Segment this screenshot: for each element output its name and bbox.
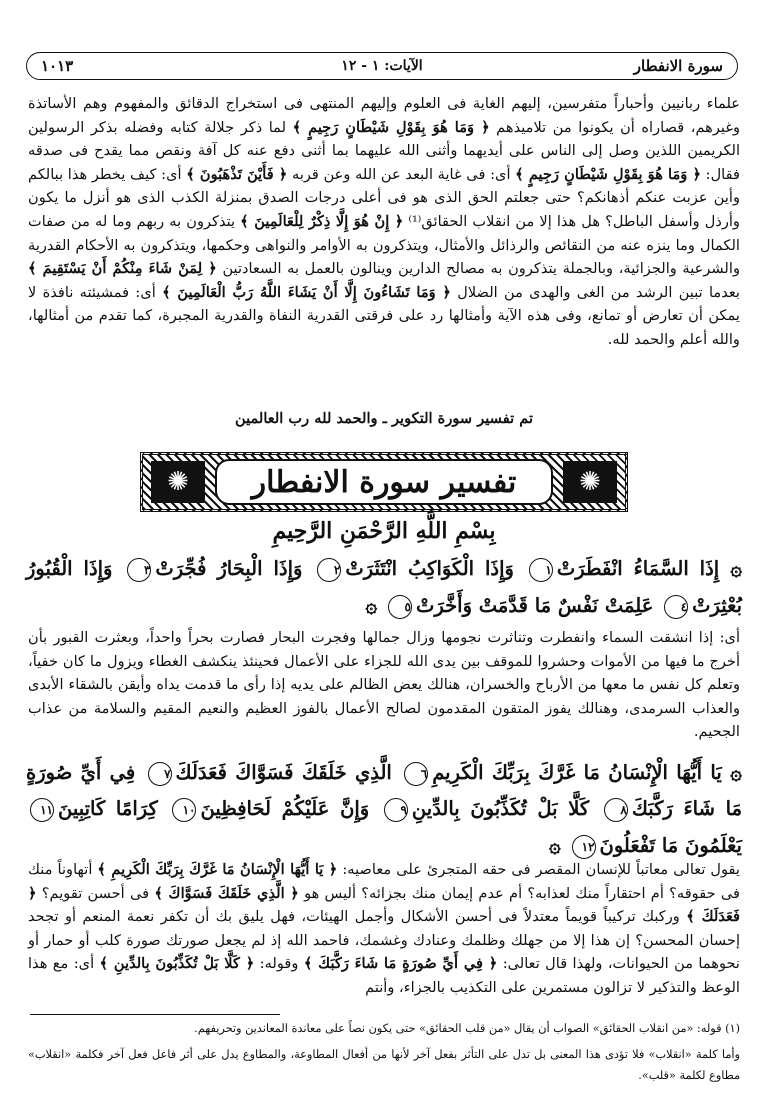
verse-number: ٦ (404, 762, 428, 786)
quran-quote: ﴿ وَمَا هُوَ بِقَوْلِ شَيْطَانٍ رَجِيمٍ ﴾ (292, 118, 490, 136)
verse-text: الَّذِي خَلَقَكَ فَسَوَّاكَ فَعَدَلَكَ (175, 761, 392, 784)
text-run: يتذكرون به ربهم وما له من صفات الكمال وما ينزه عنه من النقائص والرذائل والأمثال، ويتذكرون به الأوامر والنواهى وحكمها، ويتذكرون به الأحكام القدرية والشرعية والجزائية، وبالجملة يتذكرون به مصالح الدارين وينالون بالعمل به السعادتين (28, 212, 740, 278)
intro-paragraph (28, 92, 740, 352)
verse-ornament-icon: ۞ (365, 593, 378, 617)
quran-quote: ﴿ وَمَا هُوَ بِقَوْلِ شَيْطَانٍ رَجِيمٍ ﴾ (515, 165, 701, 183)
surah-title: تفسير سورة الانفطار (215, 459, 553, 505)
verse-number: ١٠ (172, 798, 196, 822)
verse-text: كَلَّا بَلْ تُكَذِّبُونَ بِالدِّينِ (411, 797, 590, 820)
verse-text: فِي أَيِّ صُورَةٍ مَا شَاءَ رَكَّبَكَ (26, 761, 743, 820)
verse-number: ١٢ (572, 835, 596, 859)
text-run: أتهاوناً منك فى حقوقه؟ أم احتقاراً منك لعذابه؟ أم عدم إيمان منك بجزائه؟ أليس هو (28, 861, 740, 902)
ornament-icon: ✺ (151, 461, 205, 503)
verse-number: ٣ (127, 558, 151, 582)
ornament-icon: ✺ (563, 461, 617, 503)
verse-text: وَإِذَا الْكَوَاكِبُ انْتَثَرَتْ (345, 557, 514, 580)
surah-name: سورة الانفطار (633, 57, 723, 75)
verses-range: الآيات: ١ - ١٢ (341, 58, 423, 74)
verse-text: كِرَامًا كَاتِبِينَ (58, 797, 158, 820)
text-run: أى: فمشيئته نافذة لا يمكن أن تعارض أو تمانع، وفى هذه الآية وأمثالها رد على فرقتى القدرية النفاة والقدرية المجبرة، كما تقدم من أمثالها، والله أعلم والحمد لله. (28, 283, 740, 348)
verse-number: ١١ (30, 798, 54, 822)
verse-ornament-icon: ۞ (719, 556, 743, 580)
text-run: يقول تعالى معاتباً للإنسان المقصر فى حقه المتجرئ على معاصيه: (337, 861, 740, 878)
quran-quote: ﴿ إِنْ هُوَ إِلَّا ذِكْرٌ لِلْعَالَمِينَ ﴾ (240, 212, 404, 230)
verse-ornament-icon: ۞ (549, 833, 561, 857)
quran-quote: ﴿ وَمَا تَشَاءُونَ إِلَّا أَنْ يَشَاءَ اللَّهُ رَبُّ الْعَالَمِينَ ﴾ (162, 283, 451, 301)
quran-quote: ﴿ لِمَنْ شَاءَ مِنْكُمْ أَنْ يَسْتَقِيمَ ﴾ (28, 260, 217, 278)
text-run: لما ذكر جلالة كتابه وفضله بذكر الرسولين الكريمين اللذين وصل إلى الناس على أيديهما وأثنى الله عليهما بما أثنى دفع عنه كل آفة ونقص مما يقدح فى صدقه فقال: (28, 118, 740, 183)
text-run: أى: مع هذا الوعظ والتذكير لا تزالون مستمرين على التكذيب بالجزاء، وأنتم (28, 955, 740, 996)
verse-number: ١ (529, 558, 553, 582)
text-run: وركبك تركيباً قويماً معتدلاً فى أحسن الأشكال وأجمل الهيئات، فهل يليق بك أن تكفر نعمة المنعم أو تجحد إحسان المحسن؟ إن هذا إلا من جهلك وظلمك وعنادك وغشمك، فاحمد الله إذ لم يجعل صورتك صورة كلب أو حمار أو نحوهما من الحيوانات، ولهذا قال تعالى: (28, 908, 740, 973)
text-run: بعدما تبين الرشد من الغى والهدى من الضلال (450, 283, 740, 301)
footnote-2: وأما كلمة «انقلاب» فلا تؤدى هذا المعنى بل تدل على التأثر بفعل آخر لأنها من أفعال المطاوعة، والمطاوع يدل على أثر فاعل فعل آخر فكلمة «انقلاب» مطاوع لكلمة «قلب». (28, 1048, 740, 1082)
verse-text: عَلِمَتْ نَفْسٌ مَا قَدَّمَتْ وَأَخَّرَتْ (415, 594, 654, 617)
text-run: أى: فى غاية البعد عن الله وعن قربه (287, 165, 516, 183)
basmala: بِسْمِ اللَّهِ الرَّحْمَنِ الرَّحِيمِ (272, 518, 496, 544)
verse-text: وَإِذَا الْقُبُورُ بُعْثِرَتْ (26, 557, 742, 617)
verse-text: وَإِذَا الْبِحَارُ فُجِّرَتْ (155, 557, 303, 580)
verse-text: إِذَا السَّمَاءُ انْفَطَرَتْ (556, 557, 720, 580)
text-run: وقوله: (254, 955, 304, 973)
verse-text: يَعْلَمُونَ مَا تَفْعَلُونَ (599, 834, 742, 857)
footnote-1: (١) قوله: «من انقلاب الحقائق» الصواب أن يقال «من قلب الحقائق» حتى يكون نصاً على معاندة المعاندين وتحريفهم. (194, 1022, 740, 1035)
footnote-divider (30, 1014, 280, 1015)
page-header (26, 52, 738, 80)
verse-text: وَإِنَّ عَلَيْكُمْ لَحَافِظِينَ (200, 797, 370, 820)
verse-number: ٢ (317, 558, 341, 582)
verse-text: يَا أَيُّهَا الْإِنْسَانُ مَا غَرَّكَ بِرَبِّكَ الْكَرِيمِ (432, 761, 722, 784)
text-run: علماء ربانيين وأحباراً متفرسين، إليهم الغاية فى العلوم وإليهم المنتهى فى استخراج الدقائق والمفهوم وهم الأساتذة وغيرهم، قصاراه أن يكونوا من تلاميذهم (28, 95, 740, 136)
quran-quote: ﴿ فَعَدَلَكَ ﴾ (28, 884, 740, 926)
quran-quote: ﴿ فَأَيْنَ تَذْهَبُونَ ﴾ (186, 165, 288, 183)
text-run: فى أحسن تقويم؟ (36, 884, 155, 902)
verse-ornament-icon: ۞ (721, 760, 742, 784)
quran-quote: ﴿ الَّذِي خَلَقَكَ فَسَوَّاكَ ﴾ (154, 884, 299, 902)
quran-quote: ﴿ فِي أَيِّ صُورَةٍ مَا شَاءَ رَكَّبَكَ ﴾ (303, 955, 498, 973)
verses-block-1 (26, 550, 742, 624)
verse-number: ٨ (604, 798, 628, 822)
verse-number: ٥ (388, 595, 412, 619)
verses-block-2 (26, 754, 742, 864)
quran-quote: ﴿ كَلَّا بَلْ تُكَذِّبُونَ بِالدِّينِ ﴾ (99, 955, 255, 973)
commentary-2 (28, 858, 740, 1000)
title-banner (140, 452, 628, 512)
commentary-1: أى: إذا انشقت السماء وانفطرت وتناثرت نجومها وزال جمالها وفجرت البحار فصارت بحراً واحداً، وبعثرت القبور بأن أخرج ما فيها من الأموات وحشروا للموقف بين يدى الله للجزاء على الأعمال فحينئذ ينكشف الغطاء ويزول ما كان خفياً، وتعلم كل نفس ما معها من الأرباح والخسران، هنالك يعض الظالم على يديه إذا رأى ما قدمت يداه وأيقن بالشقاء الأبدى والعذاب السرمدى، وهنالك يفوز المتقون المقدمون لصالح الأعمال بالفوز العظيم والنعيم المقيم والسلامة من عذاب الجحيم. (28, 629, 740, 741)
verse-number: ٩ (384, 798, 408, 822)
verse-number: ٧ (148, 762, 172, 786)
closing-line: تم تفسير سورة التكوير ـ والحمد لله رب العالمين (234, 410, 534, 427)
quran-quote: ﴿ يَا أَيُّهَا الْإِنْسَانُ مَا غَرَّكَ بِرَبِّكَ الْكَرِيمِ ﴾ (97, 861, 338, 878)
page-number: ١٠١٣ (41, 57, 74, 75)
verse-number: ٤ (664, 595, 688, 619)
text-run: أى: كيف يخطر هذا ببالكم وأين عزبت عنكم أذهانكم؟ حتى جعلتم الحق الذى هو فى أعلى درجات الصدق بمنزلة الكذب الذى هو أنزل ما يكون وأرذل وأسفل الباطل؟ هل هذا إلا من انقلاب الحقائق⁽¹⁾ (28, 165, 740, 230)
